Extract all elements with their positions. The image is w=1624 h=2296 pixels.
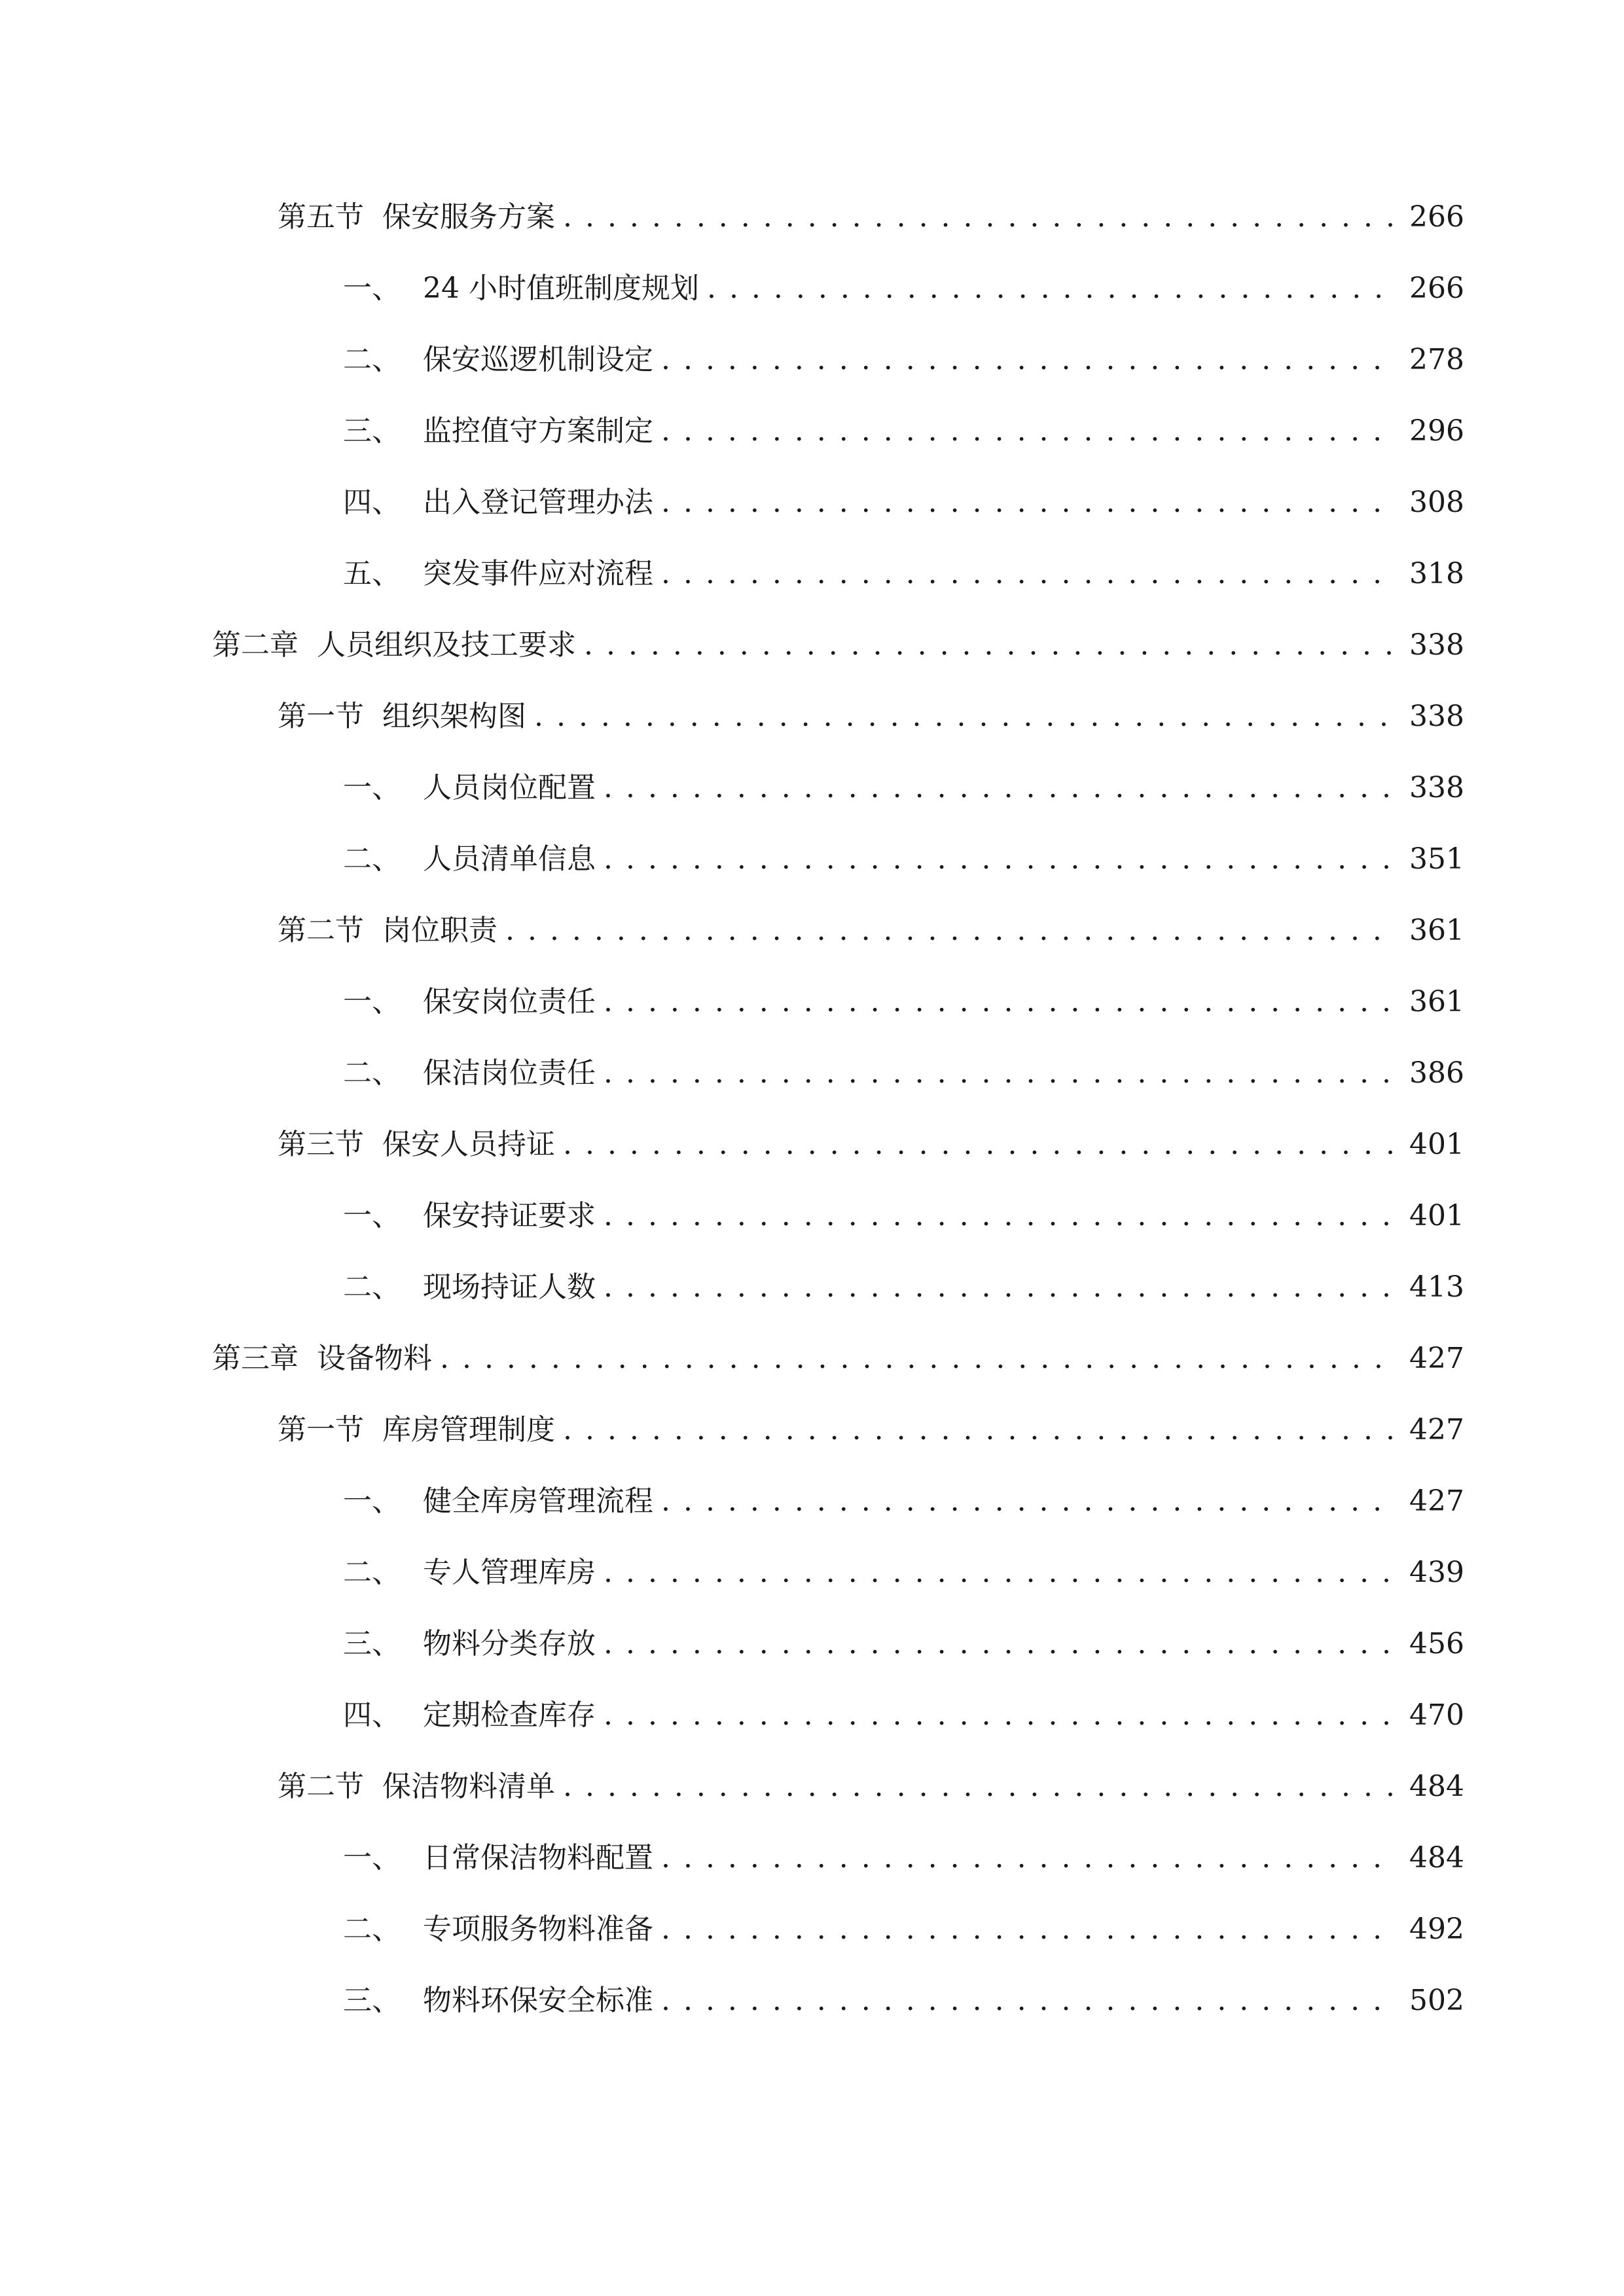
- entry-number: 四、: [343, 1698, 401, 1732]
- page-number: 338: [1409, 771, 1464, 804]
- page-number: 502: [1409, 1984, 1464, 2017]
- entry-number: 一、: [343, 985, 401, 1018]
- dot-leader: [604, 836, 1395, 883]
- dot-leader: [563, 194, 1395, 241]
- dot-leader: [534, 693, 1395, 740]
- dot-leader: [661, 1906, 1395, 1953]
- toc-entry[interactable]: [343, 1264, 1464, 1311]
- dot-leader: [563, 1763, 1395, 1810]
- entry-number: 二、: [343, 1270, 401, 1304]
- page-number: 439: [1409, 1556, 1464, 1589]
- entry-number: 三、: [343, 1627, 401, 1660]
- entry-number: 第二节: [278, 914, 364, 947]
- toc-entry[interactable]: [343, 1621, 1464, 1668]
- entry-number: 二、: [343, 343, 401, 376]
- page-number: 484: [1409, 1841, 1464, 1874]
- entry-title: 保安人员持证: [382, 1128, 555, 1161]
- entry-number: 第三章: [212, 1342, 298, 1375]
- entry-title: 突发事件应对流程: [423, 557, 653, 590]
- entry-title: 日常保洁物料配置: [423, 1841, 653, 1874]
- entry-number: 五、: [343, 557, 401, 590]
- entry-title: 出入登记管理办法: [423, 486, 653, 519]
- page-number: 361: [1409, 914, 1464, 947]
- page-number: 492: [1409, 1912, 1464, 1946]
- dot-leader: [661, 336, 1395, 384]
- toc-entry[interactable]: [343, 550, 1464, 598]
- toc-entry[interactable]: [343, 836, 1464, 883]
- page-number: 401: [1409, 1128, 1464, 1161]
- toc-entry[interactable]: [343, 1906, 1464, 1953]
- page-number: 278: [1409, 343, 1464, 376]
- entry-title: 24 小时值班制度规划: [423, 272, 699, 305]
- toc-entry[interactable]: [343, 1835, 1464, 1882]
- entry-title: 定期检查库存: [423, 1698, 596, 1732]
- toc-entry[interactable]: [343, 1478, 1464, 1525]
- entry-title: 专项服务物料准备: [423, 1912, 653, 1946]
- toc-entry[interactable]: [343, 1050, 1464, 1097]
- page-number: 351: [1409, 842, 1464, 876]
- dot-leader: [505, 907, 1395, 954]
- entry-number: 二、: [343, 842, 401, 876]
- toc-entry[interactable]: [343, 408, 1464, 455]
- dot-leader: [604, 978, 1395, 1026]
- entry-number: 二、: [343, 1056, 401, 1090]
- page-number: 427: [1409, 1342, 1464, 1375]
- dot-leader: [661, 408, 1395, 455]
- entry-number: 第二节: [278, 1770, 364, 1803]
- page-number: 386: [1409, 1056, 1464, 1090]
- toc-entry[interactable]: [278, 907, 1464, 954]
- dot-leader: [661, 479, 1395, 526]
- entry-title: 保洁物料清单: [382, 1770, 555, 1803]
- page-number: 413: [1409, 1270, 1464, 1304]
- entry-number: 一、: [343, 1841, 401, 1874]
- dot-leader: [707, 265, 1395, 312]
- page-number: 361: [1409, 985, 1464, 1018]
- dot-leader: [604, 1621, 1395, 1668]
- entry-number: 二、: [343, 1912, 401, 1946]
- entry-title: 岗位职责: [382, 914, 497, 947]
- toc-entry[interactable]: [278, 1121, 1464, 1168]
- entry-title: 物料分类存放: [423, 1627, 596, 1660]
- dot-leader: [604, 764, 1395, 812]
- page-number: 266: [1409, 200, 1464, 234]
- page-number: 266: [1409, 272, 1464, 305]
- page-number: 338: [1409, 628, 1464, 662]
- entry-title: 保安持证要求: [423, 1199, 596, 1232]
- page-number: 308: [1409, 486, 1464, 519]
- dot-leader: [661, 1835, 1395, 1882]
- entry-number: 二、: [343, 1556, 401, 1589]
- toc-entry[interactable]: [278, 693, 1464, 740]
- dot-leader: [584, 622, 1395, 669]
- entry-title: 现场持证人数: [423, 1270, 596, 1304]
- dot-leader: [661, 550, 1395, 598]
- entry-title: 监控值守方案制定: [423, 414, 653, 448]
- entry-title: 人员组织及技工要求: [317, 628, 576, 662]
- page-number: 318: [1409, 557, 1464, 590]
- dot-leader: [604, 1264, 1395, 1311]
- toc-entry[interactable]: [343, 764, 1464, 812]
- entry-title: 保安岗位责任: [423, 985, 596, 1018]
- page-number: 456: [1409, 1627, 1464, 1660]
- entry-number: 第五节: [278, 200, 364, 234]
- page-number: 427: [1409, 1484, 1464, 1518]
- dot-leader: [604, 1692, 1395, 1739]
- toc-entry[interactable]: [278, 1763, 1464, 1810]
- entry-number: 第一节: [278, 700, 364, 733]
- entry-title: 保安服务方案: [382, 200, 555, 234]
- entry-number: 一、: [343, 1199, 401, 1232]
- entry-number: 第二章: [212, 628, 298, 662]
- entry-title: 健全库房管理流程: [423, 1484, 653, 1518]
- entry-number: 一、: [343, 272, 401, 305]
- entry-title: 保安巡逻机制设定: [423, 343, 653, 376]
- entry-title: 库房管理制度: [382, 1413, 555, 1446]
- page-number: 427: [1409, 1413, 1464, 1446]
- entry-number: 三、: [343, 414, 401, 448]
- entry-title: 人员岗位配置: [423, 771, 596, 804]
- page-number: 401: [1409, 1199, 1464, 1232]
- toc-entry[interactable]: [343, 1549, 1464, 1596]
- toc-entry[interactable]: [343, 1977, 1464, 2024]
- entry-title: 保洁岗位责任: [423, 1056, 596, 1090]
- entry-title: 物料环保安全标准: [423, 1984, 653, 2017]
- page-number: 338: [1409, 700, 1464, 733]
- dot-leader: [604, 1549, 1395, 1596]
- entry-number: 一、: [343, 771, 401, 804]
- toc-entry[interactable]: [278, 1407, 1464, 1454]
- entry-number: 四、: [343, 486, 401, 519]
- dot-leader: [661, 1478, 1395, 1525]
- entry-number: 三、: [343, 1984, 401, 2017]
- entry-title: 组织架构图: [382, 700, 526, 733]
- dot-leader: [563, 1407, 1395, 1454]
- toc-entry[interactable]: [343, 978, 1464, 1026]
- page-number: 296: [1409, 414, 1464, 448]
- toc-entry[interactable]: [343, 336, 1464, 384]
- entry-number: 第三节: [278, 1128, 364, 1161]
- entry-number: 一、: [343, 1484, 401, 1518]
- toc-entry[interactable]: [343, 265, 1464, 312]
- dot-leader: [440, 1335, 1395, 1382]
- toc-entry[interactable]: [212, 622, 1464, 669]
- page-number: 484: [1409, 1770, 1464, 1803]
- dot-leader: [563, 1121, 1395, 1168]
- page-number: 470: [1409, 1698, 1464, 1732]
- toc-entry[interactable]: [278, 194, 1464, 241]
- dot-leader: [661, 1977, 1395, 2024]
- toc-entry[interactable]: [212, 1335, 1464, 1382]
- entry-title: 人员清单信息: [423, 842, 596, 876]
- entry-number: 第一节: [278, 1413, 364, 1446]
- entry-title: 专人管理库房: [423, 1556, 596, 1589]
- toc-entry[interactable]: [343, 479, 1464, 526]
- dot-leader: [604, 1050, 1395, 1097]
- dot-leader: [604, 1193, 1395, 1240]
- entry-title: 设备物料: [317, 1342, 432, 1375]
- toc-entry[interactable]: [343, 1692, 1464, 1739]
- toc-entry[interactable]: [343, 1193, 1464, 1240]
